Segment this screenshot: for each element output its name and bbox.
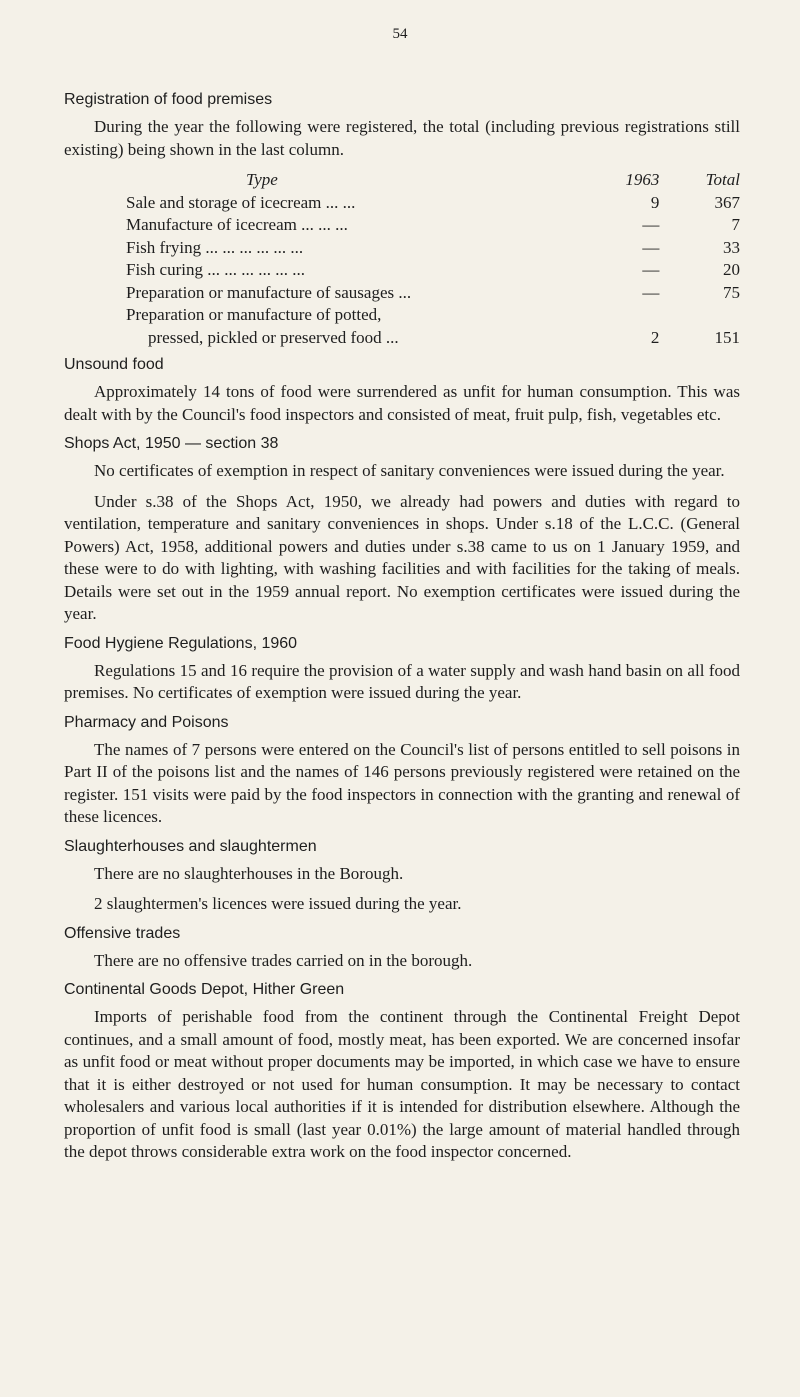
table-header-row (126, 169, 740, 192)
cell-1963: — (642, 282, 660, 302)
cell-1963: — (642, 260, 660, 279)
cell-total: 151 (714, 327, 740, 347)
cell-type-line1: Preparation or manufacture of potted, (126, 305, 382, 324)
section-unsound-food (64, 355, 740, 426)
section-heading: Slaughterhouses and slaughtermen (64, 837, 317, 855)
cell-type: Fish curing ... ... ... ... ... ... (126, 260, 305, 279)
section-registration (64, 90, 740, 349)
cell-type (126, 304, 590, 349)
paragraph: Under s.38 of the Shops Act, 1950, we already had powers and duties with regard to ventilation, temperature and sanitary conveniences in shops. Under s.18 of the L.C.C. (General Powers) Act, 1958, additional powers and duties under s.38 came to us on 1 January 1959, and these were to do with lighting, with washing facilities and with facilities for the taking of meals. Details were set out in the 1959 annual report. No exemption certificates were issued during the year. (64, 491, 740, 623)
section-heading: Continental Goods Depot, Hither Green (64, 981, 345, 998)
paragraph: The names of 7 persons were entered on the Council's list of persons entitled to sell poisons in Part II of the poisons list and the names of 146 persons previously registered were retained on the register. 151 visits were paid by the food inspectors in connection with the granting and renewal of these licences. (64, 739, 740, 826)
cell-total: 75 (723, 282, 740, 302)
cell-type-line2: pressed, pickled or preserved food ... (148, 327, 399, 347)
section-continental-depot (64, 980, 740, 1164)
table-row (126, 192, 740, 215)
section-heading: Registration of food premises (64, 91, 273, 108)
cell-1963: — (642, 215, 660, 234)
document-body (64, 90, 740, 1172)
header-total: Total (705, 170, 740, 189)
table-row (126, 214, 740, 237)
section-shops-act (64, 434, 740, 626)
paragraph: Imports of perishable food from the continent through the Continental Freight Depot continues, and a small amount of food, mostly meat, has been exported. We are concerned insofar as unfit food or meat without proper documents may be imported, in which case we have to ensure that it is either destroyed or not used for human consumption. It may be necessary to contact wholesalers and various local authorities if it is intended for distribution elsewhere. Although the proportion of unfit food is small (last year 0.01%) the large amount of material handled through the depot throws considerable extra work on the food inspector concerned. (64, 1007, 740, 1161)
section-heading: Food Hygiene Regulations, 1960 (64, 634, 298, 652)
header-1963: 1963 (625, 170, 660, 189)
cell-1963: — (642, 237, 660, 257)
header-type: Type (246, 170, 278, 189)
cell-1963: 9 (650, 192, 660, 212)
cell-total: 20 (723, 260, 740, 279)
section-heading: Offensive trades (64, 924, 181, 942)
registration-table (126, 169, 740, 349)
table-row (126, 304, 740, 349)
table-row (126, 237, 740, 260)
cell-total: 367 (714, 192, 740, 212)
page-number: 54 (392, 26, 408, 42)
paragraph: There are no offensive trades carried on in the borough. (94, 950, 473, 970)
cell-total: 33 (723, 237, 740, 257)
paragraph: During the year the following were registered, the total (including previous registrations still existing) being shown in the last column. (64, 117, 740, 159)
section-food-hygiene (64, 634, 740, 705)
paragraph: Regulations 15 and 16 require the provision of a water supply and wash hand basin on all food premises. No certificates of exemption were issued during the year. (64, 660, 740, 702)
cell-type: Fish frying ... ... ... ... ... ... (126, 237, 304, 257)
table-row (126, 282, 740, 305)
paragraph: No certificates of exemption in respect of sanitary conveniences were issued during the year. (94, 461, 725, 480)
section-pharmacy-poisons (64, 713, 740, 829)
section-slaughterhouses (64, 837, 740, 916)
cell-type: Sale and storage of icecream ... ... (126, 192, 356, 212)
section-heading: Pharmacy and Poisons (64, 713, 229, 731)
cell-type: Manufacture of icecream ... ... ... (126, 215, 348, 234)
section-heading: Unsound food (64, 356, 164, 373)
paragraph: There are no slaughterhouses in the Borough. (94, 863, 404, 883)
section-heading: Shops Act, 1950 — section 38 (64, 435, 279, 452)
cell-1963: 2 (650, 327, 660, 347)
paragraph: 2 slaughtermen's licences were issued during the year. (94, 894, 462, 913)
paragraph: Approximately 14 tons of food were surrendered as unfit for human consumption. This was dealt with by the Council's food inspectors and consisted of meat, fruit pulp, fish, vegetables etc. (64, 382, 740, 424)
table-row (126, 259, 740, 282)
cell-type: Preparation or manufacture of sausages ... (126, 282, 412, 302)
section-offensive-trades (64, 924, 740, 973)
cell-total: 7 (731, 215, 740, 234)
